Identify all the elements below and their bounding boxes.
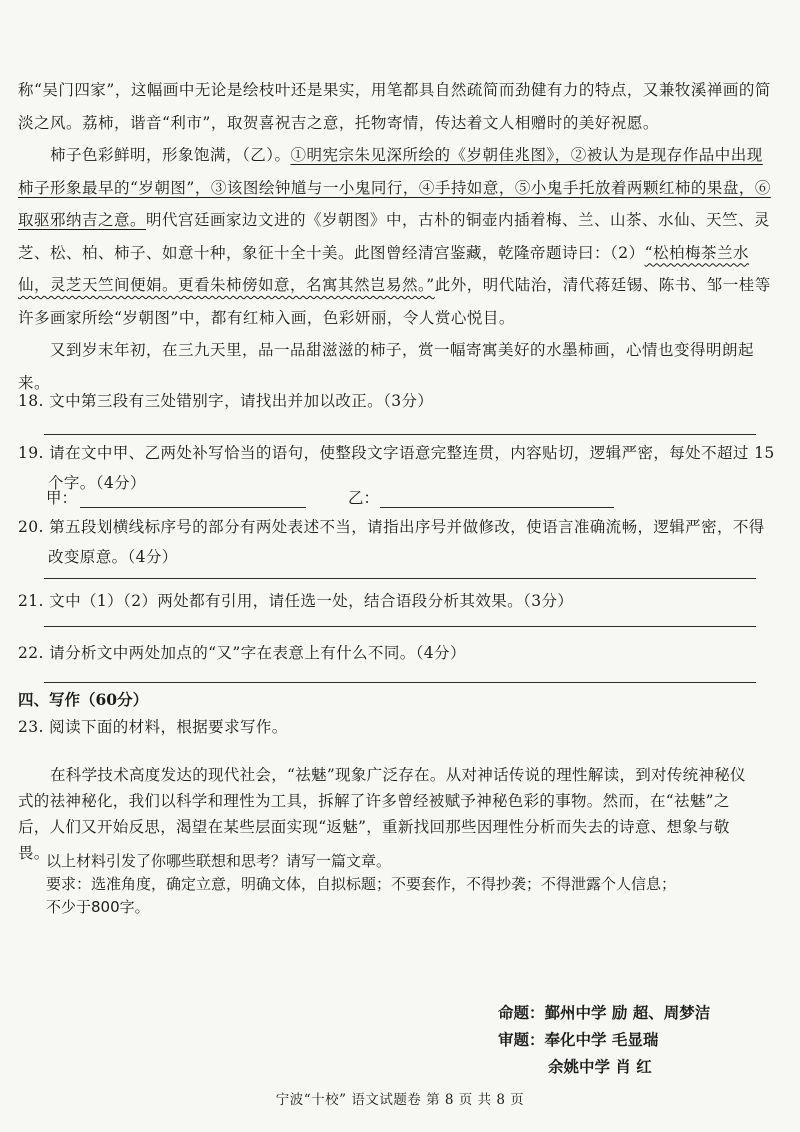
quoted-poem: “松柏梅茶兰水仙，灵芝天竺间便娟。更看朱柿傍如意，名寓其然岂易然。” (18, 243, 750, 294)
writing-heading: 四、写作（60分） (18, 690, 149, 709)
writing-requirement: 要求：选准角度，确定立意，明确文体，自拟标题；不要套作，不得抄袭；不得泄露个人信息； (46, 875, 677, 893)
question-22 (18, 638, 778, 668)
passage (18, 74, 778, 399)
passage-paragraph-1: 称“吴门四家”，这幅画中无论是绘枝叶还是果实，用笔都具自然疏简而劲健有力的特点，又兼牧溪禅画的简淡之风。荔柿，谐音“利市”，取贺喜祝吉之意，托物寄情，传达着文人相赠时的美好祝愿。 (18, 81, 771, 132)
credit-reviewer: 审题：奉化中学 毛显瑞 (498, 1031, 659, 1049)
credits (498, 1000, 710, 1081)
answer-line-21[interactable] (44, 626, 756, 627)
question-21-text: 21. 文中（1）（2）两处都有引用，请任选一处，结合语段分析其效果。（3分） (18, 592, 574, 610)
yi-answer-line[interactable] (380, 507, 614, 508)
question-21 (18, 586, 778, 616)
writing-requirements (46, 850, 766, 919)
answer-line-22[interactable] (44, 682, 756, 683)
jia-label: 甲： (46, 489, 78, 507)
answer-line-20[interactable] (44, 578, 756, 579)
paragraph-2-end: 此外，明代陆治，清代蒋廷锡、陈书、邹一桂等许多画家所绘“岁朝图”中，都有红柿入画，色彩妍丽，令人赏心悦目。 (18, 276, 771, 327)
material-text: 在科学技术高度发达的现代社会，“祛魅”现象广泛存在。从对神话传说的理性解读，到对传统神秘仪式的祛神秘化，我们以科学和理性为工具，拆解了许多曾经被赋予神秘色彩的事物。然而，在“祛魅”之后，人们又开始反思，渴望在某些层面实现“返魅”，重新找回那些因理性分析而失去的诗意、想象与敬畏。 (18, 766, 746, 862)
answer-line-18[interactable] (44, 434, 756, 435)
writing-length: 不少于800字。 (46, 898, 150, 916)
question-18 (18, 386, 778, 416)
question-20 (18, 512, 778, 572)
jia-answer-line[interactable] (80, 507, 306, 508)
question-18-text: 18. 文中第三段有三处错别字，请找出并加以改正。（3分） (18, 392, 434, 410)
passage-paragraph-2 (18, 139, 778, 334)
passage-paragraph-3: 又到岁末年初，在三九天里，品一品甜滋滋的柿子，赏一幅寄寓美好的水墨柿画，心情也变得明朗起来。 (18, 341, 755, 392)
page-footer: 宁波“十校” 语文试题卷 第 8 页 共 8 页 (275, 1092, 525, 1108)
blank-yi-sentence: 柿子色彩鲜明，形象饱满，（乙）。 (50, 146, 291, 164)
question-23-text: 23. 阅读下面的材料，根据要求写作。 (18, 718, 288, 736)
underlined-numbered-part: ①明宪宗朱见深所绘的《岁朝佳兆图》，②被认为是现存作品中出现柿子形象最早的“岁朝图”，③该图绘钟馗与一小鬼同行，④手持如意，⑤小鬼手托放着两颗红柿的果盘，⑥取驱邪纳吉之意。 (18, 146, 771, 229)
writing-prompt: 以上材料引发了你哪些联想和思考？请写一篇文章。 (46, 852, 392, 870)
paragraph-2-middle: 明代宫廷画家边文进的《岁朝图》中，古朴的铜壶内插着梅、兰、山茶、水仙、天竺、灵芝、松、柏、柿子、如意十种，象征十全十美。此图曾经清宫鉴藏，乾隆帝题诗曰：（2） (18, 211, 771, 262)
yi-label: 乙： (348, 489, 380, 507)
question-23 (18, 712, 778, 742)
question-22-text: 22. 请分析文中两处加点的“又”字在表意上有什么不同。（4分） (18, 644, 466, 662)
credit-reviewer-2: 余姚中学 肖 红 (548, 1058, 652, 1076)
question-19 (18, 438, 778, 498)
question-19-text: 19. 请在文中甲、乙两处补写恰当的语句，使整段文字语意完整连贯，内容贴切，逻辑严密，每处不超过 15 个字。（4分） (18, 444, 775, 492)
credit-setter: 命题：鄞州中学 励 超、周梦洁 (498, 1004, 711, 1022)
question-20-text: 20. 第五段划横线标序号的部分有两处表述不当，请指出序号并做修改，使语言准确流畅，逻辑严密，不得改变原意。（4分） (18, 518, 765, 566)
